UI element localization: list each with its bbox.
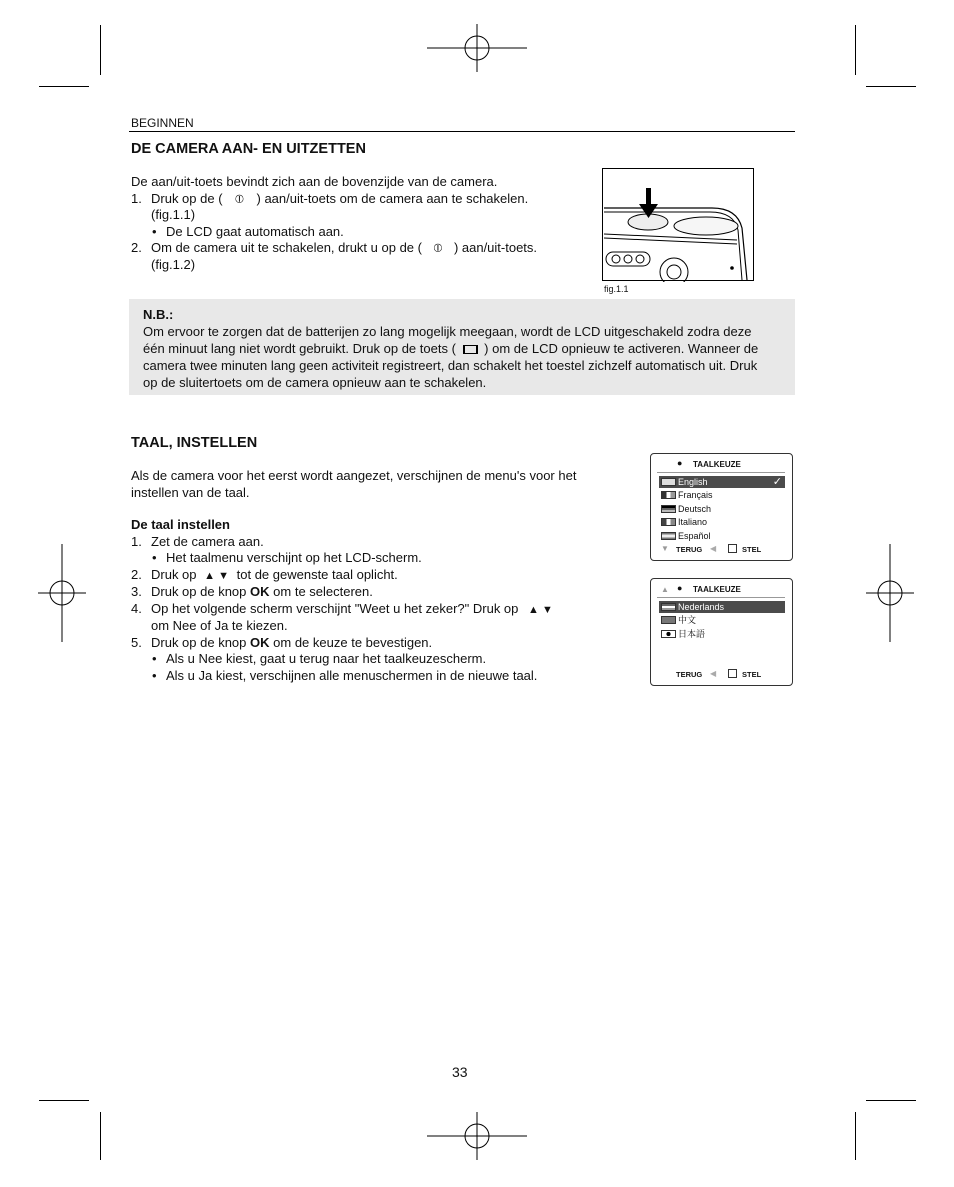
down-arrow-icon: ▼	[661, 544, 669, 553]
camera-top-illustration	[602, 168, 755, 282]
language-step-1-bullet: • Het taalmenu verschijnt op het LCD-scherm.	[152, 550, 422, 565]
note-box: N.B.: Om ervoor te zorgen dat de batterijen zo lang mogelijk meegaan, wordt de LCD uitgeschakeld zodra deze één minuut lang niet wordt gebruikt. Druk op de toets ( ) om de LCD opnieuw te activeren. Wanneer de camera twee minuten lang geen activiteit registreert, dan schakelt het toestel zichzelf automatisch uit. Druk op de sluitertoets om de camera opnieuw aan te schakelen.	[129, 299, 795, 395]
lcd-item-francais[interactable]: Français	[659, 489, 785, 501]
italian-flag-icon	[661, 518, 676, 526]
up-down-arrows-icon: ▲ ▼	[528, 603, 553, 616]
dutch-flag-icon	[661, 603, 676, 611]
language-icon: ●	[677, 458, 683, 468]
power-intro: De aan/uit-toets bevindt zich aan de bovenzijde van de camera.	[131, 174, 498, 189]
power-instructions	[131, 174, 571, 273]
lcd-language-menu-2: ▲ ● TAALKEUZE Nederlands 中文 日本語 TERUG ◀ STEL	[650, 578, 793, 686]
power-icon: ⦶	[433, 241, 443, 255]
registration-mark-right	[864, 542, 916, 644]
registration-mark-top	[425, 22, 529, 74]
language-subtitle: De taal instellen	[131, 517, 230, 532]
power-step-1-bullet: • De LCD gaat automatisch aan.	[152, 223, 344, 239]
lcd-language-menu-1: ● TAALKEUZE English ✓ Français Deutsch Italiano Español ▼ TERUG ◀ STEL	[650, 453, 793, 561]
lcd-item-japanese[interactable]: 日本語	[659, 628, 785, 640]
language-instructions: Als de camera voor het eerst wordt aangezet, verschijnen de menu's voor het instellen van de taal. De taal instellen 1. Zet de camera aan. • Het taalmenu verschijnt op het LCD-scherm. 2. Druk op ▲ ▼ tot de gewenste taal oplicht. 3. Druk op de knop OK om te selecteren. 4. Op het volgende scherm verschijnt "Weet u het zeker?" Druk op ▲ ▼ om Nee of Ja te kiezen. 5. Druk op de knop OK om de keuze te bevestigen. • Als u Nee kiest, gaat u terug naar het taalkeuzescherm. • Als u Ja kiest, verschijnen alle menuschermen in de nieuwe taal.	[131, 468, 611, 684]
lcd-item-deutsch[interactable]: Deutsch	[659, 503, 785, 515]
lcd-item-espanol[interactable]: Español	[659, 530, 785, 542]
language-icon: ●	[677, 583, 683, 593]
registration-mark-bottom	[425, 1110, 529, 1162]
note-title: N.B.:	[143, 307, 174, 322]
language-step-1: 1. Zet de camera aan.	[131, 533, 264, 549]
checkmark-icon: ✓	[772, 476, 782, 488]
section-header: BEGINNEN	[131, 116, 194, 130]
uk-flag-icon	[661, 478, 676, 486]
chinese-flag-icon	[661, 616, 676, 624]
language-step-5: 5. Druk op de knop OK om de keuze te bevestigen.	[131, 634, 433, 650]
language-step-5-bullet-2: • Als u Ja kiest, verschijnen alle menuschermen in de nieuwe taal.	[152, 667, 538, 683]
language-step-2: 2. Druk op ▲ ▼ tot de gewenste taal oplicht.	[131, 566, 398, 582]
left-arrow-icon: ◀	[710, 544, 717, 553]
left-arrow-icon: ◀	[710, 669, 717, 678]
section-title-language: TAAL, INSTELLEN	[131, 435, 258, 451]
lcd-item-nederlands[interactable]: Nederlands	[659, 601, 785, 613]
power-step-2: 2. Om de camera uit te schakelen, drukt u op de ( ⦶ ) aan/uit-toets. (fig.1.2)	[131, 240, 538, 272]
figure-caption: fig.1.1	[604, 284, 629, 294]
up-down-arrows-icon: ▲ ▼	[204, 569, 229, 582]
language-step-4: 4. Op het volgende scherm verschijnt "Weet u het zeker?" Druk op ▲ ▼ om Nee of Ja te kiezen.	[131, 600, 553, 633]
power-step-1: 1. Druk op de ( ⦶ ) aan/uit-toets om de camera aan te schakelen. (fig.1.1)	[131, 190, 529, 222]
lcd-button-icon	[463, 345, 478, 354]
up-arrow-icon: ▲	[661, 585, 669, 594]
section-title-power: DE CAMERA AAN- EN UITZETTEN	[131, 141, 366, 157]
power-icon: ⦶	[235, 191, 244, 206]
lcd-item-english[interactable]: English ✓	[659, 476, 785, 488]
header-divider	[129, 131, 795, 132]
language-step-5-bullet-1: • Als u Nee kiest, gaat u terug naar het taalkeuzescherm.	[152, 651, 487, 666]
registration-mark-left	[36, 542, 88, 644]
lcd-item-italiano[interactable]: Italiano	[659, 516, 785, 528]
japanese-flag-icon	[661, 630, 676, 638]
page-number: 33	[452, 1064, 468, 1080]
lcd-item-chinese[interactable]: 中文	[659, 614, 785, 626]
spanish-flag-icon	[661, 532, 676, 540]
ok-box-icon	[728, 669, 737, 678]
ok-box-icon	[728, 544, 737, 553]
german-flag-icon	[661, 505, 676, 513]
french-flag-icon	[661, 491, 676, 499]
language-step-3: 3. Druk op de knop OK om te selecteren.	[131, 584, 373, 599]
